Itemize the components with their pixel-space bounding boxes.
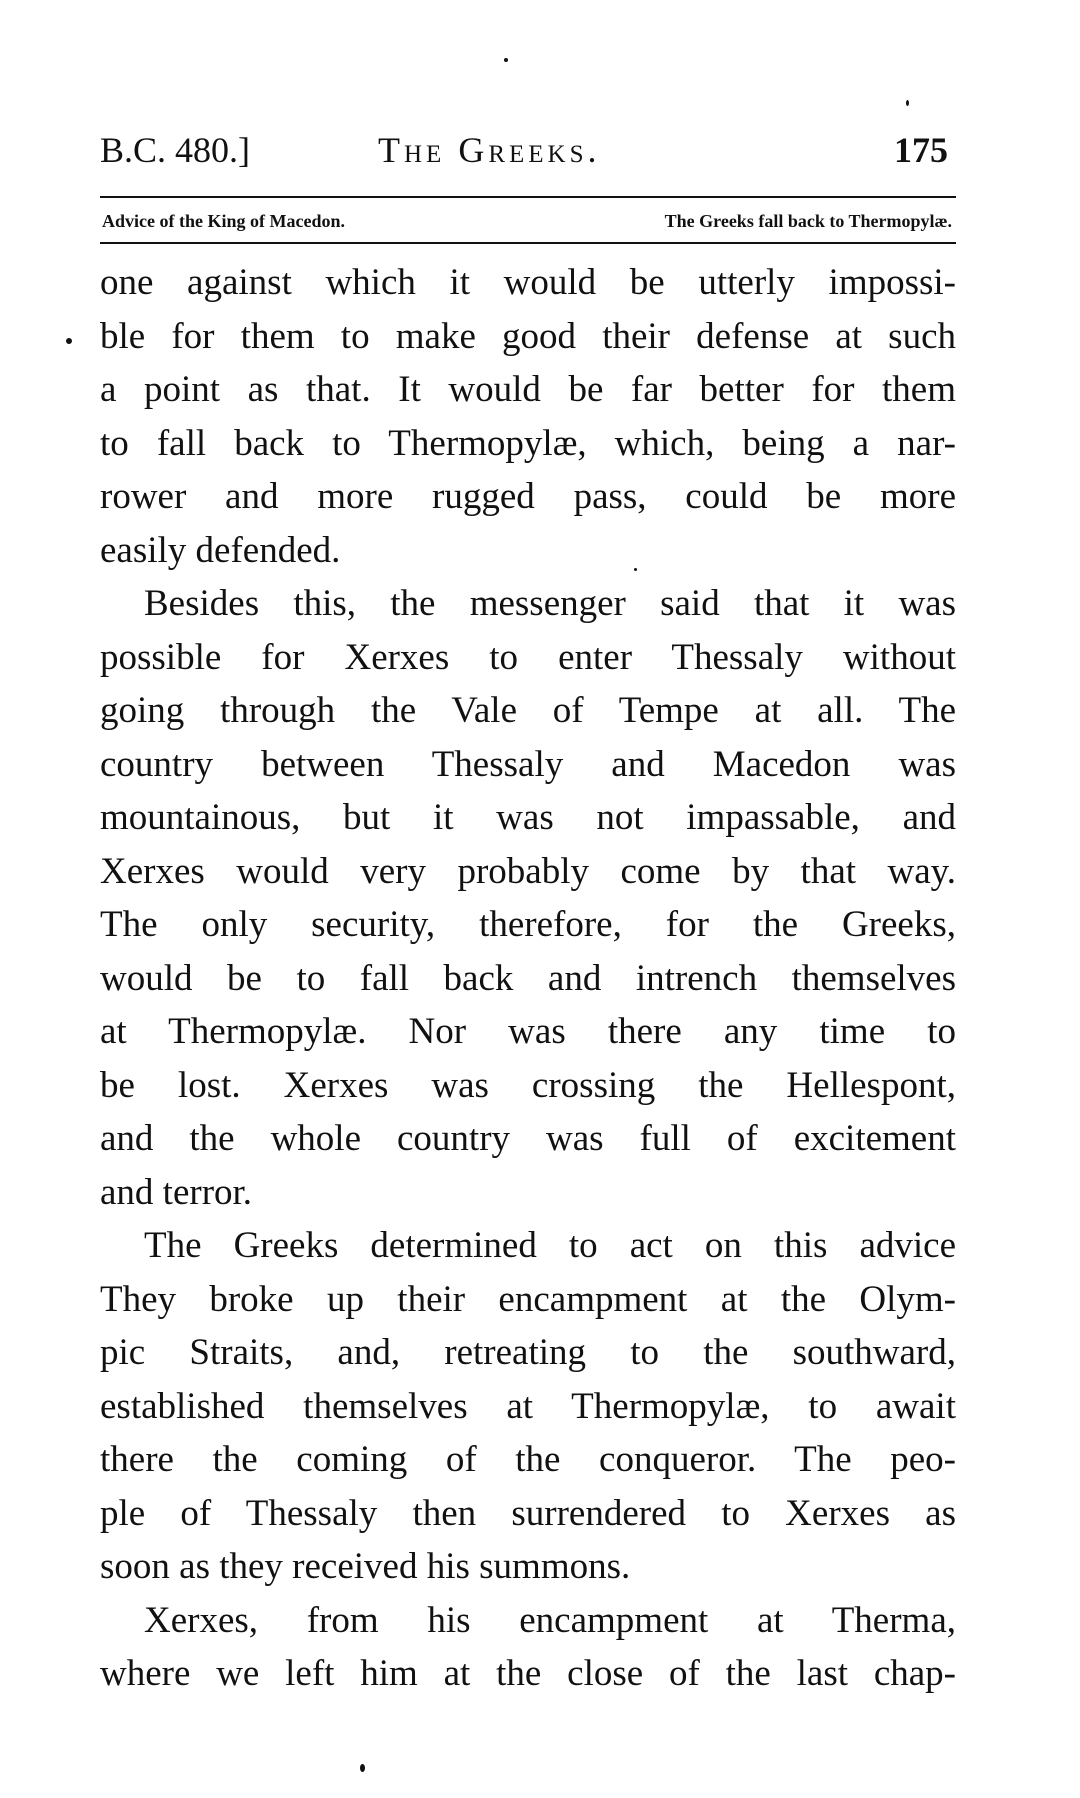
text-line: country between Thessaly and Macedon was — [100, 743, 956, 785]
scan-speck — [66, 338, 72, 344]
text-line: be lost. Xerxes was crossing the Hellespont, — [100, 1064, 956, 1106]
text-line: established themselves at Thermopylæ, to await — [100, 1385, 956, 1427]
subhead-left: Advice of the King of Macedon. — [102, 211, 345, 231]
body-text — [100, 256, 956, 1701]
text-line: going through the Vale of Tempe at all. The — [100, 690, 956, 731]
chapter-subhead — [100, 204, 956, 238]
header-rule-top — [100, 196, 956, 198]
running-head — [100, 128, 956, 184]
text-line: ble for them to make good their defense at such — [100, 315, 956, 357]
header-rule-bottom — [100, 242, 956, 244]
text-line: to fall back to Thermopylæ, which, being a nar- — [100, 422, 956, 464]
text-line: one against which it would be utterly impossi- — [100, 262, 956, 303]
text-line: mountainous, but it was not impassable, and — [100, 797, 956, 838]
scan-speck — [360, 1764, 365, 1772]
text-line: possible for Xerxes to enter Thessaly without — [100, 636, 956, 678]
text-line: at Thermopylæ. Nor was there any time to — [100, 1011, 956, 1052]
text-line: where we left him at the close of the last chap- — [100, 1653, 956, 1694]
text-line: pic Straits, and, retreating to the southward, — [100, 1332, 956, 1373]
text-line: a point as that. It would be far better for them — [100, 369, 956, 410]
scan-speck — [634, 568, 637, 571]
scan-speck — [906, 100, 909, 106]
text-line: and terror. — [100, 1171, 253, 1213]
text-line: Besides this, the messenger said that it was — [144, 583, 956, 624]
text-line: ple of Thessaly then surrendered to Xerxes as — [100, 1492, 956, 1534]
text-line: soon as they received his summons. — [100, 1546, 631, 1587]
scan-speck — [504, 58, 508, 62]
text-line: there the coming of the conqueror. The peo- — [100, 1439, 956, 1480]
page-number: 175 — [894, 130, 948, 170]
text-line: easily defended. — [100, 529, 341, 571]
text-line: Xerxes would very probably come by that way. — [100, 850, 956, 892]
text-line: and the whole country was full of excitement — [100, 1118, 956, 1159]
text-line: rower and more rugged pass, could be more — [100, 476, 956, 517]
text-line: Xerxes, from his encampment at Therma, — [144, 1599, 956, 1641]
text-line: The only security, therefore, for the Greeks, — [100, 904, 956, 945]
subhead-right: The Greeks fall back to Thermopylæ. — [664, 211, 952, 231]
running-head-date: B.C. 480.] — [100, 130, 251, 170]
text-line: They broke up their encampment at the Olym- — [100, 1278, 956, 1320]
text-line: The Greeks determined to act on this advice — [144, 1225, 956, 1266]
running-head-title: The Greeks. — [378, 130, 601, 170]
text-line: would be to fall back and intrench themselves — [100, 957, 956, 999]
